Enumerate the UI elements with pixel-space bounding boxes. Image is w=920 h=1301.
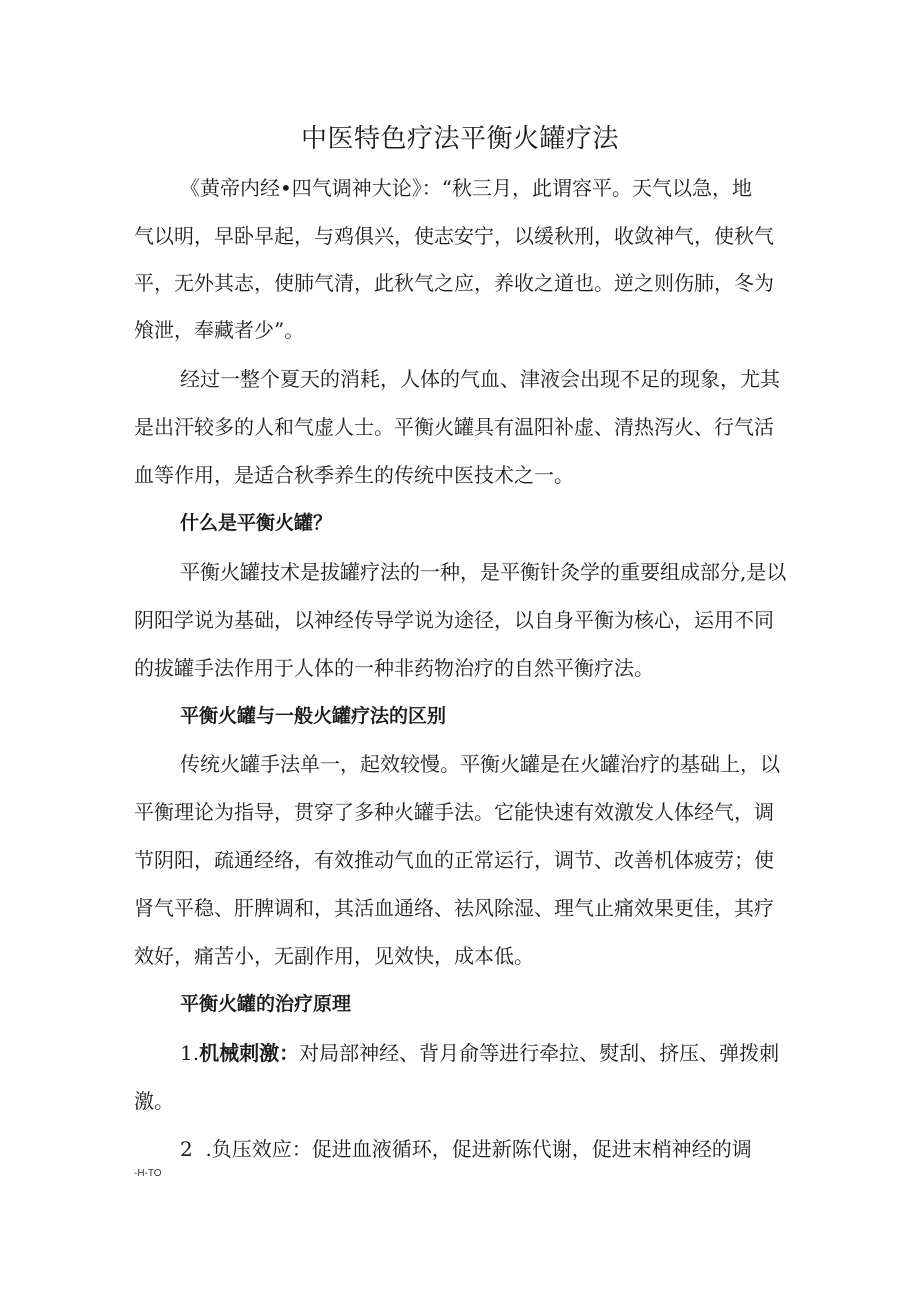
para3-line-2: 平衡理论为指导，贯穿了多种火罐手法。它能快速有效激发人体经气，调 [134,800,774,824]
document-title: 中医特色疗法平衡火罐疗法 [300,124,619,154]
para2-line-1: 平衡火罐技术是拔罐疗法的一种，是平衡针灸学的重要组成部分,是以 [180,560,787,584]
para3-line-3: 节阴阳，疏通经络，有效推动气血的正常运行，调节、改善机体疲劳；使 [134,848,774,872]
para2-line-2: 阴阳学说为基础，以神经传导学说为途径，以自身平衡为核心，运用不同 [134,608,774,632]
para3-line-4: 肾气平稳、肝脾调和，其活血通络、祛风除湿、理气止痛效果更佳，其疗 [134,896,774,920]
para1-line-2: 是出汗较多的人和气虚人士。平衡火罐具有温阳补虚、清热泻火、行气活 [134,415,774,439]
principle-item-1-cont: 激。 [134,1089,174,1113]
page-footer: -H-TO [134,1168,162,1179]
para2-line-3: 的拔罐手法作用于人体的一种非药物治疗的自然平衡疗法。 [134,656,654,680]
para1-line-3: 血等作用，是适合秋季养生的传统中医技术之一。 [134,463,574,487]
item-1-label: 机械刺激： [199,1041,300,1065]
para1-line-1: 经过一整个夏天的消耗，人体的气血、津液会出现不足的现象，尤其 [180,367,780,391]
intro-line-3: 平，无外其志，使肺气清，此秋气之应，养收之道也。逆之则伤肺，冬为 [134,271,774,295]
para3-line-1: 传统火罐手法单一，起效较慢。平衡火罐是在火罐治疗的基础上，以 [180,752,780,776]
intro-line-1: 《黄帝内经•四气调神大论》：“秋三月，此谓容平。天气以急，地 [180,176,753,200]
item-1-text: 对局部神经、背月俞等进行牵拉、熨刮、挤压、弹拨刺 [299,1041,780,1065]
section-heading-principle: 平衡火罐的治疗原理 [180,993,352,1015]
section-heading-what-is: 什么是平衡火罐？ [180,512,333,534]
item-1-number: 1. [180,1041,200,1065]
intro-line-4: 飧泄，奉藏者少”。 [134,318,305,342]
principle-item-1 [180,1043,779,1063]
para3-line-5: 效好，痛苦小，无副作用，见效快，成本低。 [134,944,534,968]
principle-item-2: 2 .负压效应：促进血液循环，促进新陈代谢，促进末梢神经的调 [180,1137,752,1161]
section-heading-difference: 平衡火罐与一般火罐疗法的区别 [180,705,447,727]
intro-line-2: 气以明，早卧早起，与鸡俱兴，使志安宁，以缓秋刑，收敛神气，使秋气 [134,224,774,248]
